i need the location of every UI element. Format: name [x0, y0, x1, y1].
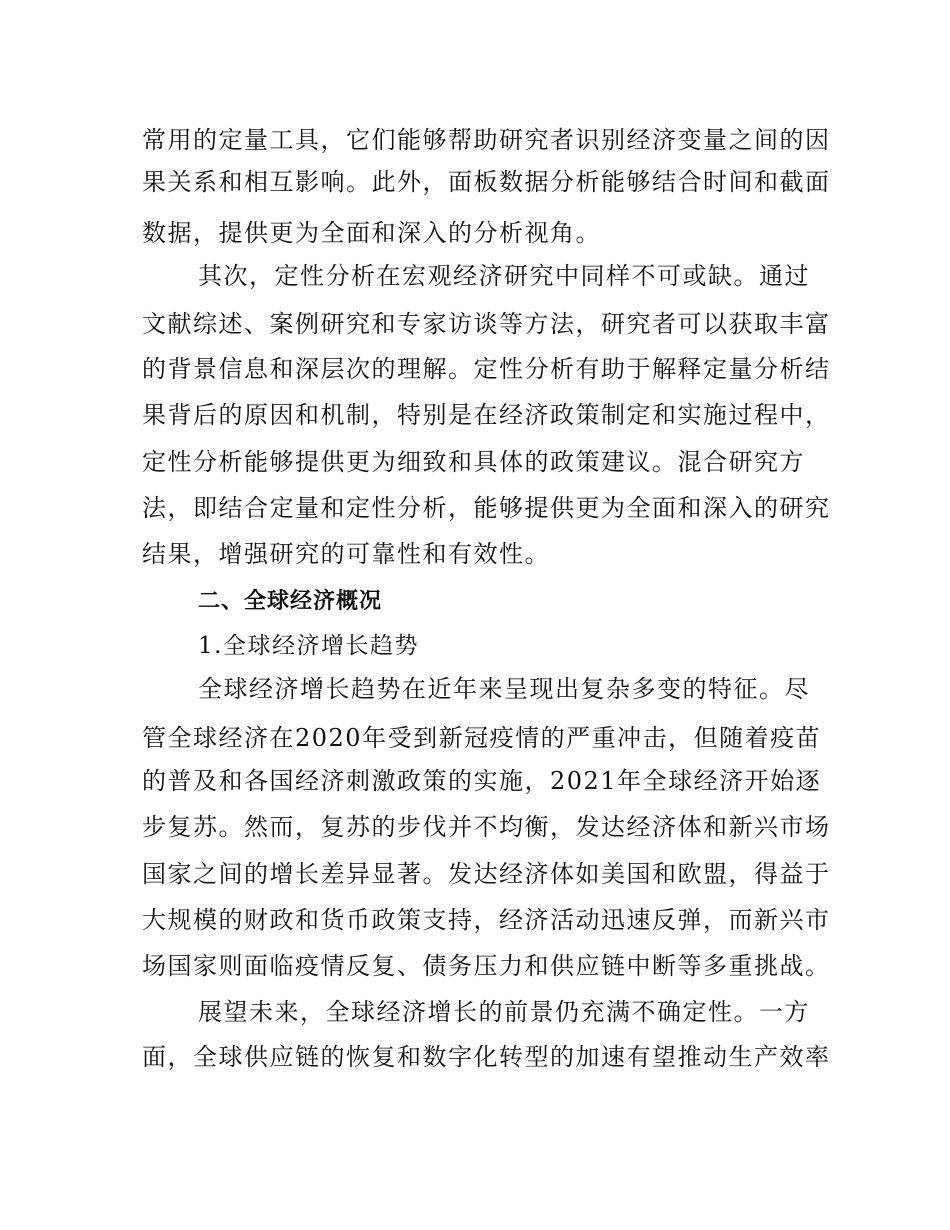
paragraph-line: 果关系和相互影响。此外，面板数据分析能够结合时间和截面 [142, 168, 831, 196]
paragraph-line: 其次，定性分析在宏观经济研究中同样不可或缺。通过 [198, 262, 810, 290]
paragraph-line: 定性分析能够提供更为细致和具体的政策建议。混合研究方 [142, 448, 805, 476]
paragraph-line: 文献综述、案例研究和专家访谈等方法，研究者可以获取丰富 [142, 310, 831, 338]
paragraph-line: 面，全球供应链的恢复和数字化转型的加速有望推动生产效率 [142, 1043, 831, 1071]
paragraph-line: 常用的定量工具，它们能够帮助研究者识别经济变量之间的因 [142, 126, 831, 154]
subsection-heading: 1.全球经济增长趋势 [198, 633, 419, 659]
paragraph-line: 展望未来，全球经济增长的前景仍充满不确定性。一方 [198, 998, 810, 1026]
paragraph-line: 的普及和各国经济刺激政策的实施，2021年全球经济开始逐 [142, 767, 822, 795]
paragraph-line: 结果，增强研究的可靠性和有效性。 [142, 540, 550, 568]
paragraph-line: 场国家则面临疫情反复、债务压力和供应链中断等多重挑战。 [142, 952, 831, 980]
paragraph-line: 法，即结合定量和定性分析，能够提供更为全面和深入的研究 [142, 494, 831, 522]
paragraph-line: 管全球经济在2020年受到新冠疫情的严重冲击，但随着疫苗 [142, 724, 822, 752]
paragraph-line: 果背后的原因和机制，特别是在经济政策制定和实施过程中， [142, 401, 831, 429]
paragraph-line: 的背景信息和深层次的理解。定性分析有助于解释定量分析结 [142, 355, 831, 383]
paragraph-line: 全球经济增长趋势在近年来呈现出复杂多变的特征。尽 [198, 675, 810, 703]
paragraph-line: 大规模的财政和货币政策支持，经济活动迅速反弹，而新兴市 [142, 906, 831, 934]
paragraph-line: 数据，提供更为全面和深入的分析视角。 [142, 219, 601, 247]
section-heading: 二、全球经济概况 [198, 589, 383, 614]
paragraph-line: 国家之间的增长差异显著。发达经济体如美国和欧盟，得益于 [142, 860, 831, 888]
paragraph-line: 步复苏。然而，复苏的步伐并不均衡，发达经济体和新兴市场 [142, 813, 831, 841]
